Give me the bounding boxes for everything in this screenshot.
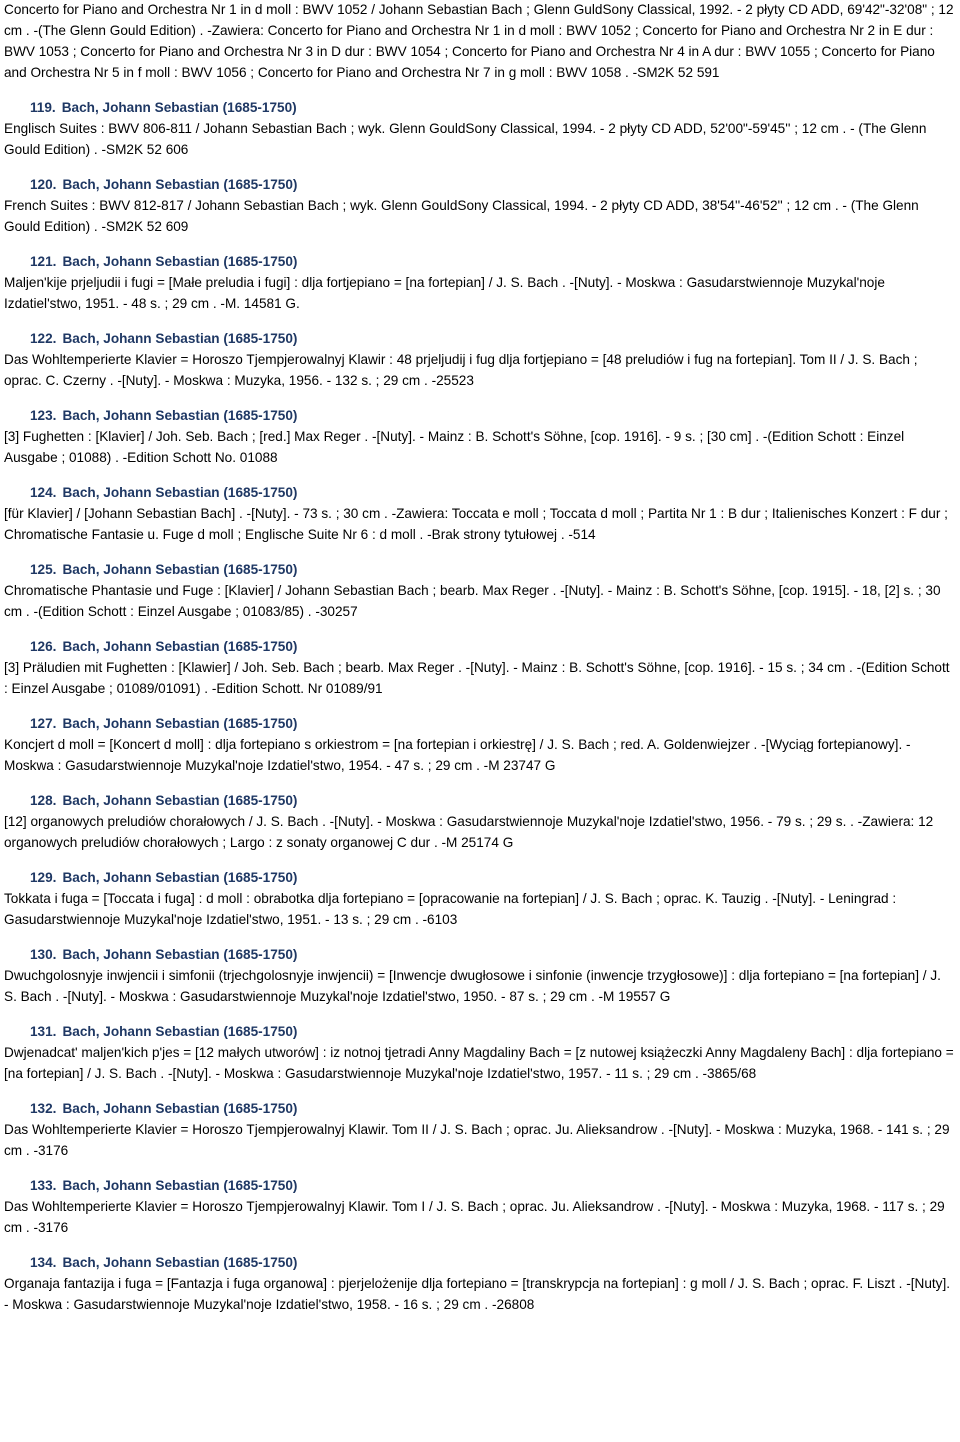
entry-number: 129.: [30, 870, 57, 885]
entry-description: [für Klavier] / [Johann Sebastian Bach] . -[Nuty]. - 73 s. ; 30 cm . -Zawiera: Toccata e moll ; Toccata d moll ; Partita Nr 1 : B dur ; Italienisches Konzert : F dur ; Chromatische Fantasie u. Fuge d moll ; Englische Suite Nr 6 : d moll . -Brak strony tytułowej . -514: [4, 506, 948, 542]
catalog-entry: [4, 405, 956, 468]
catalog-entry: [4, 482, 956, 545]
catalog-entry: [4, 1252, 956, 1315]
catalog-entry: [4, 559, 956, 622]
continued-entry-text: Concerto for Piano and Orchestra Nr 1 in d moll : BWV 1052 / Johann Sebastian Bach ; Glenn GuldSony Classical, 1992. - 2 płyty CD ADD, 69'42"-32'08" ; 12 cm . -(The Glenn Gould Edition) . -Zawiera: Concerto for Piano and Orchestra Nr 1 in d moll : BWV 1052 ; Concerto for Piano and Orchestra Nr 2 in E dur : BWV 1053 ; Concerto for Piano and Orchestra Nr 3 in D dur : BWV 1054 ; Concerto for Piano and Orchestra Nr 4 in A dur : BWV 1055 ; Concerto for Piano and Orchestra Nr 5 in f moll : BWV 1056 ; Concerto for Piano and Orchestra Nr 7 in g moll : BWV 1058 . -SM2K 52 591: [4, 2, 954, 80]
entry-heading: [4, 174, 956, 195]
entry-heading: [4, 482, 956, 503]
entry-description: [3] Präludien mit Fughetten : [Klawier] / Joh. Seb. Bach ; bearb. Max Reger . -[Nuty]. - Mainz : B. Schott's Söhne, [cop. 1916]. - 15 s. ; 34 cm . -(Edition Schott : Einzel Ausgabe ; 01089/01091) . -Edition Schott. Nr 01089/91: [4, 660, 950, 696]
catalog-entry: [4, 174, 956, 237]
entry-heading: [4, 636, 956, 657]
entry-number: 120.: [30, 177, 57, 192]
entry-number: 121.: [30, 254, 57, 269]
entry-author: Bach, Johann Sebastian (1685-1750): [62, 331, 298, 346]
entry-description: Dwuchgolosnyje inwjencii i simfonii (trjechgolosnyje inwjencii) = [Inwencje dwugłosowe i sinfonie (inwencje trzygłosowe)] : dlja fortepiano = [na fortepian] / J. S. Bach . -[Nuty]. - Moskwa : Gasudarstwiennoje Muzykal'noje Izdatiel'stwo, 1950. - 87 s. ; 29 cm . -M 19557 G: [4, 968, 941, 1004]
entry-description: Koncjert d moll = [Koncert d moll] : dlja fortepiano s orkiestrom = [na fortepian i orkiestrę] / J. S. Bach ; red. A. Goldenwiejzer . -[Wyciąg fortepianowy]. - Moskwa : Gasudarstwiennoje Muzykal'noje Izdatiel'stwo, 1954. - 47 s. ; 29 cm . -M 23747 G: [4, 737, 911, 773]
entry-description: Das Wohltemperierte Klavier = Horoszo Tjempjerowalnyj Klawir. Tom I / J. S. Bach ; oprac. Ju. Alieksandrow . -[Nuty]. - Moskwa : Muzyka, 1968. - 117 s. ; 29 cm . -3176: [4, 1199, 945, 1235]
entry-number: 133.: [30, 1178, 57, 1193]
catalog-entry: [4, 97, 956, 160]
entry-heading: [4, 1021, 956, 1042]
catalog-entry: [4, 1175, 956, 1238]
entry-author: Bach, Johann Sebastian (1685-1750): [62, 716, 298, 731]
entry-description: French Suites : BWV 812-817 / Johann Sebastian Bach ; wyk. Glenn GouldSony Classical, 1994. - 2 płyty CD ADD, 38'54''-46'52'' ; 12 cm . - (The Glenn Gould Edition) . -SM2K 52 609: [4, 198, 919, 234]
entry-list: [4, 97, 956, 1315]
entry-number: 134.: [30, 1255, 57, 1270]
catalog-entry: [4, 1021, 956, 1084]
catalog-entry: [4, 867, 956, 930]
entry-author: Bach, Johann Sebastian (1685-1750): [62, 562, 298, 577]
entry-description: Englisch Suites : BWV 806-811 / Johann Sebastian Bach ; wyk. Glenn GouldSony Classical, 1994. - 2 płyty CD ADD, 52'00"-59'45'' ; 12 cm . - (The Glenn Gould Edition) . -SM2K 52 606: [4, 121, 927, 157]
entry-heading: [4, 328, 956, 349]
entry-author: Bach, Johann Sebastian (1685-1750): [61, 100, 297, 115]
entry-number: 123.: [30, 408, 57, 423]
entry-author: Bach, Johann Sebastian (1685-1750): [62, 793, 298, 808]
entry-heading: [4, 867, 956, 888]
entry-author: Bach, Johann Sebastian (1685-1750): [62, 870, 298, 885]
entry-author: Bach, Johann Sebastian (1685-1750): [62, 408, 298, 423]
entry-description: Das Wohltemperierte Klavier = Horoszo Tjempjerowalnyj Klawir : 48 prjeljudij i fug dlja fortjepiano = [48 preludiów i fug na fortepian]. Tom II / J. S. Bach ; oprac. C. Czerny . -[Nuty]. - Moskwa : Muzyka, 1956. - 132 s. ; 29 cm . -25523: [4, 352, 918, 388]
entry-heading: [4, 1098, 956, 1119]
catalog-entry: [4, 790, 956, 853]
entry-author: Bach, Johann Sebastian (1685-1750): [62, 1024, 298, 1039]
entry-heading: [4, 1252, 956, 1273]
entry-author: Bach, Johann Sebastian (1685-1750): [62, 1178, 298, 1193]
entry-heading: [4, 97, 956, 118]
entry-author: Bach, Johann Sebastian (1685-1750): [62, 485, 298, 500]
catalog-entry: [4, 713, 956, 776]
entry-heading: [4, 944, 956, 965]
entry-number: 132.: [30, 1101, 57, 1116]
entry-author: Bach, Johann Sebastian (1685-1750): [62, 1255, 298, 1270]
entry-heading: [4, 1175, 956, 1196]
entry-description: Dwjenadcat' maljen'kich p'jes = [12 małych utworów] : iz notnoj tjetradi Anny Magdaliny Bach = [z nutowej książeczki Anny Magdaleny Bach] : dlja fortepiano = [na fortepian] / J. S. Bach . -[Nuty]. - Moskwa : Gasudarstwiennoje Muzykal'noje Izdatiel'stwo, 1957. - 11 s. ; 29 cm . -3865/68: [4, 1045, 954, 1081]
entry-description: Das Wohltemperierte Klavier = Horoszo Tjempjerowalnyj Klawir. Tom II / J. S. Bach ; oprac. Ju. Alieksandrow . -[Nuty]. - Moskwa : Muzyka, 1968. - 141 s. ; 29 cm . -3176: [4, 1122, 950, 1158]
catalog-entry: [4, 251, 956, 314]
entry-heading: [4, 405, 956, 426]
entry-description: [12] organowych preludiów chorałowych / J. S. Bach . -[Nuty]. - Moskwa : Gasudarstwiennoje Muzykal'noje Izdatiel'stwo, 1956. - 79 s. ; 29 s. . -Zawiera: 12 organowych preludiów chorałowych ; Largo : z sonaty organowej C dur . -M 25174 G: [4, 814, 934, 850]
catalog-entry: [4, 328, 956, 391]
entry-description: Maljen'kije prjeljudii i fugi = [Małe preludia i fugi] : dlja fortjepiano = [na fortepian] / J. S. Bach . -[Nuty]. - Moskwa : Gasudarstwiennoje Muzykal'noje Izdatiel'stwo, 1951. - 48 s. ; 29 cm . -M. 14581 G.: [4, 275, 885, 311]
entry-number: 119.: [30, 100, 56, 115]
catalog-entry: [4, 944, 956, 1007]
entry-author: Bach, Johann Sebastian (1685-1750): [62, 947, 298, 962]
entry-author: Bach, Johann Sebastian (1685-1750): [62, 177, 298, 192]
entry-description: [3] Fughetten : [Klavier] / Joh. Seb. Bach ; [red.] Max Reger . -[Nuty]. - Mainz : B. Schott's Söhne, [cop. 1916]. - 9 s. ; [30 cm] . -(Edition Schott : Einzel Ausgabe ; 01088) . -Edition Schott No. 01088: [4, 429, 905, 465]
entry-heading: [4, 790, 956, 811]
entry-description: Organaja fantazija i fuga = [Fantazja i fuga organowa] : pjerjelożenije dlja fortepiano = [transkrypcja na fortepian] : g moll / J. S. Bach ; oprac. F. Liszt . -[Nuty]. - Moskwa : Gasudarstwiennoje Muzykal'noje Izdatiel'stwo, 1958. - 16 s. ; 29 cm . -26808: [4, 1276, 951, 1312]
entry-heading: [4, 559, 956, 580]
entry-author: Bach, Johann Sebastian (1685-1750): [62, 254, 298, 269]
entry-number: 127.: [30, 716, 57, 731]
entry-number: 128.: [30, 793, 57, 808]
entry-description: Chromatische Phantasie und Fuge : [Klavier] / Johann Sebastian Bach ; bearb. Max Reger . -[Nuty]. - Mainz : B. Schott's Söhne, [cop. 1915]. - 18, [2] s. ; 30 cm . -(Edition Schott : Einzel Ausgabe ; 01083/85) . -30257: [4, 583, 941, 619]
entry-number: 124.: [30, 485, 57, 500]
catalog-entry: [4, 1098, 956, 1161]
entry-description: Tokkata i fuga = [Toccata i fuga] : d moll : obrabotka dlja fortepiano = [opracowanie na fortepian] / J. S. Bach ; oprac. K. Tauzig . -[Nuty]. - Leningrad : Gasudarstwiennoje Muzykal'noje Izdatiel'stwo, 1951. - 13 s. ; 29 cm . -6103: [4, 891, 897, 927]
entry-number: 126.: [30, 639, 57, 654]
entry-number: 131.: [30, 1024, 57, 1039]
entry-number: 122.: [30, 331, 57, 346]
entry-author: Bach, Johann Sebastian (1685-1750): [62, 1101, 298, 1116]
entry-author: Bach, Johann Sebastian (1685-1750): [62, 639, 298, 654]
entry-number: 125.: [30, 562, 57, 577]
entry-number: 130.: [30, 947, 57, 962]
entry-heading: [4, 713, 956, 734]
entry-heading: [4, 251, 956, 272]
catalog-entry: [4, 636, 956, 699]
